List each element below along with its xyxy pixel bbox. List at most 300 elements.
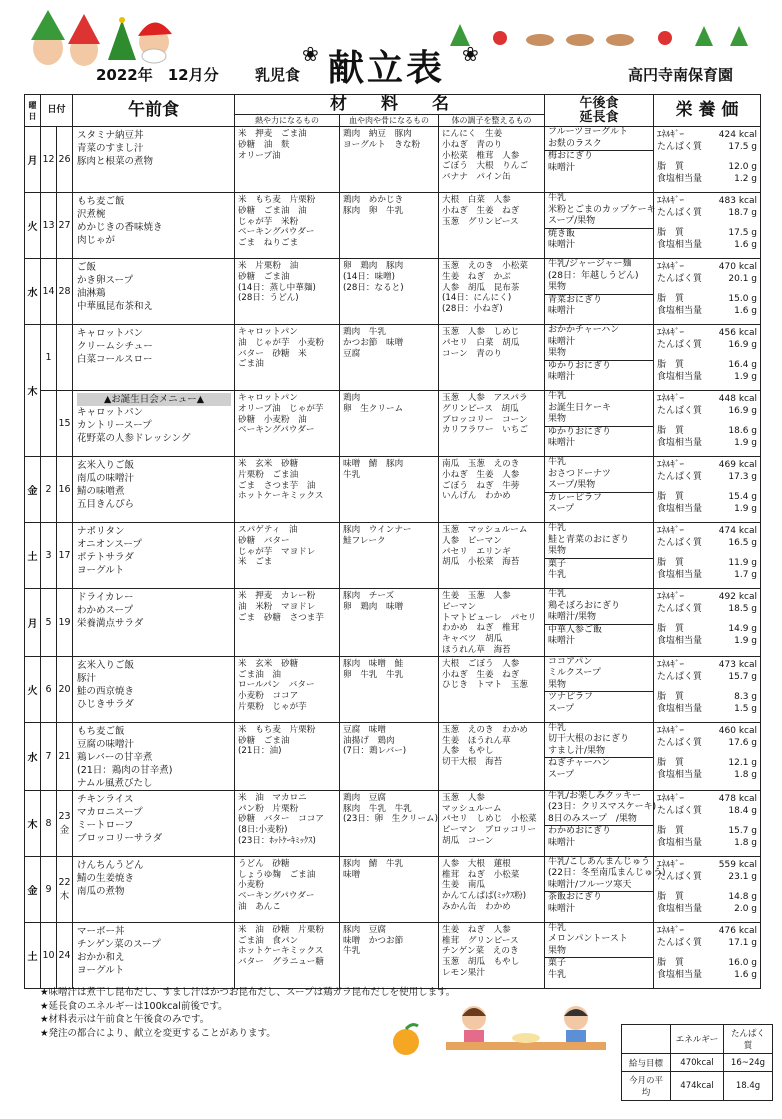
ingredients-regulate-cell — [439, 856, 545, 922]
day-cell: 土 — [25, 523, 41, 589]
salt-value: 1.7 g — [734, 570, 758, 580]
text-line: 米 もち麦 片栗粉 — [238, 195, 316, 205]
date2-cell: 28 — [57, 259, 73, 325]
text-line: 生姜 ねぎ かぶ — [442, 271, 511, 282]
date-cell: 7 — [41, 722, 57, 790]
text-line: ドライカレー — [77, 592, 134, 603]
menu-row — [25, 722, 761, 790]
text-line: かつお節 味噌 — [343, 337, 404, 348]
text-line: 豚肉 チーズ — [343, 591, 395, 601]
protein-value: 17.3 g — [728, 472, 758, 482]
text-line: 油 じゃが芋 小麦粉 — [238, 337, 324, 348]
ingredients-energy-cell — [235, 656, 340, 722]
ingredients-body-cell — [340, 722, 439, 790]
salt-value: 1.9 g — [734, 636, 758, 646]
text-line: チンゲン菜のスープ — [77, 938, 161, 950]
flower-icon: ❀ — [462, 42, 479, 66]
ingredients-energy-cell — [235, 856, 340, 922]
text-line: いんげん わかめ — [442, 491, 511, 502]
summary-target-label: 給与目標 — [622, 1054, 671, 1072]
salt-value: 1.8 g — [734, 837, 758, 848]
extended-item: ゆかりおにぎり — [545, 426, 653, 439]
text-line: スパゲティ 油 — [238, 525, 298, 535]
menu-row — [25, 391, 761, 457]
date2-cell: 16 — [57, 457, 73, 523]
col-date: 日付 — [41, 95, 73, 127]
text-line: 中華風昆布茶和え — [77, 301, 154, 312]
text-line: 鶏肉 納豆 豚肉 — [343, 129, 412, 139]
text-line: わかめ ねぎ 椎茸 — [442, 623, 520, 634]
date2-cell: 20 — [57, 656, 73, 722]
text-line: かき卵スープ — [77, 275, 134, 286]
text-line: 砂糖 ごま油 — [238, 271, 290, 282]
day-cell: 火 — [25, 656, 41, 722]
text-line: 生姜 玉葱 人参 — [442, 591, 511, 601]
text-line: 栄養満点サラダ — [77, 618, 144, 629]
snack-item: 味噌汁/フルーツ寒天 — [548, 879, 632, 890]
ingredients-body-cell — [340, 193, 439, 259]
ingredients-energy-cell — [235, 457, 340, 523]
text-line: 豚肉 味噌 鮭 — [343, 658, 404, 669]
snack-item: 牛乳/ジャージャー麺 — [548, 259, 632, 269]
date2-cell: 27 — [57, 193, 73, 259]
fat-value: 11.9 g — [728, 558, 758, 568]
date-cell: 8 — [41, 790, 57, 856]
text-line: 豆腐 味噌 — [343, 724, 386, 735]
note-2: ★延長食のエネルギーは100kcal前後です。 — [40, 1000, 228, 1012]
text-line: 鮭フレーク — [343, 535, 386, 546]
text-line: (21日：油) — [238, 746, 282, 757]
text-line: 鯖の生姜焼き — [77, 872, 135, 884]
salt-value: 1.9 g — [734, 438, 758, 448]
text-line: オニオンスープ — [77, 539, 142, 550]
note-1: ★味噌汁は煮干し昆布だし、すまし汁はかつお昆布だし、スープは鶏ガラ昆布だしを使用します。 — [40, 987, 456, 998]
text-line: トマトピューレ パセリ — [442, 612, 537, 623]
date2-cell: 21 — [57, 722, 73, 790]
snack-item: お誕生日ケーキ — [548, 402, 612, 413]
text-line: 切干大根 海苔 — [442, 757, 503, 768]
text-line: ごま ねりごま — [238, 238, 299, 249]
lunch-cell — [73, 325, 235, 391]
text-line: 米 玄米 砂糖 — [238, 658, 299, 669]
snack-item: スープ/果物 — [548, 480, 596, 490]
date-cell: 3 — [41, 523, 57, 589]
text-line: 米 片栗粉 油 — [238, 261, 299, 271]
text-line: 卵 牛乳 牛乳 — [343, 669, 404, 680]
energy-value: 460 kcal — [718, 725, 758, 736]
snack-cell — [545, 259, 654, 325]
fat-value: 14.8 g — [728, 891, 758, 902]
text-line: 砂糖 油 麩 — [238, 139, 290, 150]
text-line: ナムル風煮びたし — [77, 777, 153, 789]
lunch-cell — [73, 457, 235, 523]
fat-value: 15.4 g — [728, 492, 758, 502]
ingredients-energy-cell — [235, 193, 340, 259]
fat-value: 15.0 g — [728, 294, 758, 304]
text-line: 生姜 南瓜 — [442, 880, 485, 891]
text-line: (21日：鶏肉の甘辛煮) — [77, 764, 173, 776]
text-line: 生姜 ほうれん草 — [442, 735, 511, 746]
text-line: 小ねぎ 生姜 ねぎ — [442, 205, 520, 216]
salt-value: 1.9 g — [734, 372, 758, 382]
snack-cell — [545, 589, 654, 657]
page-title: 献立表 — [328, 47, 446, 89]
text-line: キャロットパン — [77, 328, 144, 339]
snack-item: 果物 — [548, 282, 567, 292]
text-line: キャベツ 胡瓜 — [442, 634, 503, 645]
salt-value: 1.9 g — [734, 504, 758, 514]
text-line: 油揚げ 鶏肉 — [343, 735, 395, 746]
lunch-cell — [73, 589, 235, 657]
fat-value: 12.1 g — [728, 757, 758, 768]
energy-value: 492 kcal — [718, 592, 758, 602]
extended-item: 味噌汁 — [548, 306, 576, 316]
lunch-cell — [73, 922, 235, 988]
text-line: 鶏肉 めかじき — [343, 195, 404, 205]
text-line: 鶏肉 — [343, 393, 361, 403]
text-line: 青菜のすまし汁 — [77, 143, 144, 154]
menu-table — [24, 94, 761, 989]
text-line: マーボー丼 — [77, 925, 125, 937]
text-line: 豚肉 牛乳 牛乳 — [343, 803, 412, 814]
ingredients-energy-cell — [235, 325, 340, 391]
text-line: 人参 大根 蓮根 — [442, 858, 511, 869]
ingredients-body-cell — [340, 790, 439, 856]
text-line: ヨーグルト — [77, 565, 125, 576]
snack-item: 果物 — [548, 679, 567, 690]
extended-item: スープ — [548, 504, 575, 514]
text-line: パン粉 片栗粉 — [238, 803, 299, 814]
text-line: (8日:小麦粉) — [238, 825, 288, 836]
extended-item: わかめおにぎり — [545, 825, 653, 838]
fat-value: 16.0 g — [728, 957, 758, 968]
snack-cell — [545, 790, 657, 856]
snack-cell — [545, 523, 654, 589]
nutrition-cell: ｴﾈﾙｷﾞｰ 474 kcal たんぱく質 16.5 g 脂 質 11.9 g 食塩相当量 1.7 g — [654, 523, 761, 589]
text-line: チンゲン菜 えのき — [442, 946, 519, 957]
text-line: ごま油 油 — [238, 669, 281, 680]
ingredients-regulate-cell — [439, 391, 545, 457]
nutrition-cell: ｴﾈﾙｷﾞｰ 460 kcal たんぱく質 17.6 g 脂 質 12.1 g 食塩相当量 1.8 g — [654, 722, 761, 790]
summary-target-protein: 16~24g — [724, 1054, 773, 1072]
text-line: バター 砂糖 米 — [238, 348, 307, 359]
extended-item: 牛乳 — [548, 570, 567, 580]
day-cell: 金 — [25, 457, 41, 523]
text-line: うどん 砂糖 — [238, 858, 290, 869]
note-4: ★発注の都合により、献立を変更することがあります。 — [40, 1027, 276, 1039]
snack-item: 果物 — [548, 945, 567, 956]
ingredients-regulate-cell — [439, 259, 545, 325]
extended-item: 中華人参ご飯 — [545, 624, 653, 637]
text-line: にんにく 生姜 — [442, 129, 503, 139]
col-ing-body: 血や肉や骨になるもの — [340, 115, 439, 127]
text-line: パセリ エリンギ — [442, 546, 511, 557]
text-line: 砂糖 ごま油 油 — [238, 205, 307, 216]
text-line: 片栗粉 ごま油 — [238, 469, 299, 480]
text-line: 鮭の西京焼き — [77, 685, 135, 697]
snack-item: 果物 — [548, 348, 567, 358]
snack-item: 牛乳/こしあんまんじゅう — [548, 856, 651, 867]
ingredients-regulate-cell — [439, 722, 545, 790]
snack-item: スープ/果物 — [548, 216, 596, 226]
snack-cell — [545, 193, 654, 259]
extended-item: スープ — [548, 703, 575, 714]
text-line: ごま油 食パン — [238, 935, 299, 946]
birthday-banner: ▲お誕生日会メニュー▲ — [77, 393, 231, 406]
ingredients-body-cell — [340, 127, 439, 193]
snack-cell — [545, 722, 654, 790]
menu-row — [25, 523, 761, 589]
energy-value: 559 kcal — [718, 859, 758, 870]
christmas-kids-illustration — [26, 8, 176, 70]
energy-value: 474 kcal — [718, 526, 758, 536]
snack-item: (28日：年越しうどん) — [548, 270, 639, 281]
ingredients-energy-cell — [235, 523, 340, 589]
summary-energy-header: エネルギー — [671, 1025, 724, 1054]
text-line: かんてんぱぱ(ﾐｯｸｽ粉) — [442, 891, 527, 902]
text-line: 沢煮椀 — [77, 209, 106, 220]
text-line: (14日：にんにく) — [442, 293, 512, 304]
snack-cell — [545, 127, 654, 193]
energy-value: 424 kcal — [718, 130, 758, 140]
snack-item: お麩のラスク — [548, 138, 602, 149]
text-line: 砂糖 バター — [238, 535, 290, 546]
text-line: マカロニスープ — [77, 806, 143, 818]
col-ing-energy: 熱や力になるもの — [235, 115, 340, 127]
day-cell: 木 — [25, 325, 41, 457]
text-line: 花野菜の人参ドレッシング — [77, 433, 191, 444]
snack-cell — [545, 856, 666, 922]
nutrition-cell: ｴﾈﾙｷﾞｰ 469 kcal たんぱく質 17.3 g 脂 質 15.4 g 食塩相当量 1.9 g — [654, 457, 761, 523]
day-cell: 水 — [25, 722, 41, 790]
text-line: 小松菜 椎茸 人参 — [442, 150, 520, 161]
date2-cell: 24 — [57, 922, 73, 988]
menu-row — [25, 589, 761, 657]
ingredients-body-cell — [340, 325, 439, 391]
text-line: おかか和え — [77, 951, 125, 963]
text-line: (14日：蒸し中華麺) — [238, 282, 316, 293]
fat-value: 16.4 g — [728, 360, 758, 370]
ingredients-body-cell — [340, 922, 439, 988]
ingredients-energy-cell — [235, 790, 340, 856]
text-line: 片栗粉 じゃが芋 — [238, 701, 307, 712]
energy-value: 473 kcal — [718, 659, 758, 670]
ingredients-regulate-cell — [439, 523, 545, 589]
text-line: 豚肉と根菜の煮物 — [77, 156, 154, 167]
nutrition-cell: ｴﾈﾙｷﾞｰ 473 kcal たんぱく質 15.7 g 脂 質 8.3 g 食塩相当量 1.5 g — [654, 656, 761, 722]
protein-value: 16.9 g — [728, 406, 758, 416]
text-line: 小ねぎ 生姜 人参 — [442, 469, 520, 480]
extended-item: ゆかりおにぎり — [545, 360, 653, 373]
text-line: わかめスープ — [77, 605, 134, 616]
summary-table — [621, 1024, 773, 1101]
text-line: 鶏肉 牛乳 — [343, 327, 386, 337]
ingredients-body-cell — [340, 391, 439, 457]
energy-value: 448 kcal — [718, 394, 758, 404]
text-line: 椎茸 グリンピース — [442, 935, 519, 946]
lunch-cell — [73, 790, 235, 856]
protein-value: 15.7 g — [728, 671, 758, 682]
lunch-cell — [73, 127, 235, 193]
text-line: めかじきの香味焼き — [77, 222, 163, 233]
date-cell: 2 — [41, 457, 57, 523]
date2-cell: 23 金 — [57, 790, 73, 856]
ingredients-regulate-cell — [439, 656, 545, 722]
text-line: キャロットパン — [238, 327, 298, 337]
salt-value: 2.0 g — [734, 903, 758, 914]
text-line: 人参 ピーマン — [442, 535, 502, 546]
ingredients-regulate-cell — [439, 589, 545, 657]
school-name: 高円寺南保育園 — [628, 66, 734, 84]
date-cell: 6 — [41, 656, 57, 722]
ingredients-energy-cell — [235, 391, 340, 457]
text-line: マッシュルーム — [442, 803, 502, 814]
text-line: カントリースープ — [77, 420, 152, 431]
extended-item: 焼き飯 — [545, 228, 653, 241]
text-line: 牛乳 — [343, 946, 361, 957]
date2-cell: 17 — [57, 523, 73, 589]
ingredients-regulate-cell — [439, 325, 545, 391]
col-lunch: 午前食 — [73, 95, 235, 127]
ingredients-energy-cell — [235, 259, 340, 325]
snack-item: メロンパントースト — [548, 934, 628, 945]
date2-cell: 19 — [57, 589, 73, 657]
text-line: 味噌 かつお節 — [343, 935, 404, 946]
text-line: クリームシチュー — [77, 341, 153, 352]
text-line: 砂糖 ごま油 — [238, 735, 290, 746]
snack-item: 味噌汁 — [548, 336, 576, 347]
text-line: ヨーグルト きな粉 — [343, 139, 421, 150]
text-line: もち麦ご飯 — [77, 196, 125, 207]
protein-value: 17.6 g — [728, 737, 758, 748]
energy-value: 483 kcal — [718, 196, 758, 206]
text-line: 大根 ごぼう 人参 — [442, 658, 520, 669]
snack-item: 鶏そぼろおにぎり — [548, 600, 621, 611]
text-line: 米 もち麦 片栗粉 — [238, 724, 316, 735]
text-line: 白菜コールスロー — [77, 354, 153, 365]
salt-value: 1.6 g — [734, 969, 758, 980]
fat-value: 12.0 g — [728, 162, 758, 172]
text-line: 米 押麦 ごま油 — [238, 129, 307, 139]
snack-item: 米粉とごまのカップケーキ — [548, 204, 656, 215]
extended-item: ねぎチャーハン — [545, 757, 653, 770]
ingredients-regulate-cell — [439, 922, 545, 988]
text-line: 卵 鶏肉 豚肉 — [343, 261, 404, 271]
text-line: ブロッコリーサラダ — [77, 832, 163, 844]
day-cell: 火 — [25, 193, 41, 259]
lunch-cell — [73, 259, 235, 325]
col-ingredients: 材 料 名 — [235, 95, 545, 115]
text-line: 小麦粉 — [238, 880, 264, 891]
text-line: 胡瓜 コーン — [442, 835, 494, 846]
snack-cell — [545, 656, 654, 722]
salt-value: 1.8 g — [734, 769, 758, 780]
text-line: 豆腐 — [343, 348, 361, 359]
text-line: 玄米入りご飯 — [77, 659, 135, 671]
text-line: ひじきサラダ — [77, 698, 134, 710]
date-cell: 9 — [41, 856, 57, 922]
fat-value: 17.5 g — [728, 228, 758, 238]
text-line: 人参 もやし — [442, 746, 494, 757]
menu-row — [25, 325, 761, 391]
snack-item: (22日：冬至南瓜まんじゅう) — [548, 868, 666, 879]
text-line: 玉葱 胡瓜 もやし — [442, 957, 520, 968]
text-line: 玉葱 人参 しめじ — [442, 327, 520, 337]
text-line: ほうれん草 海苔 — [442, 644, 511, 655]
ingredients-body-cell — [340, 259, 439, 325]
text-line: チキンライス — [77, 793, 134, 805]
protein-value: 16.9 g — [728, 340, 758, 350]
energy-value: 456 kcal — [718, 328, 758, 338]
ingredients-body-cell — [340, 457, 439, 523]
snack-item: ココアパン — [548, 656, 593, 667]
text-line: ベーキングパウダー — [238, 891, 315, 902]
text-line: 五目きんぴら — [77, 499, 135, 510]
text-line: じゃが芋 米粉 — [238, 216, 299, 227]
extended-item: 味噌汁 — [548, 636, 576, 646]
menu-row — [25, 259, 761, 325]
text-line: (14日：味噌) — [343, 271, 396, 282]
text-line: 南瓜の味噌汁 — [77, 473, 135, 484]
ingredients-regulate-cell — [439, 457, 545, 523]
text-line: 胡瓜 小松菜 海苔 — [442, 557, 520, 568]
ingredients-body-cell — [340, 656, 439, 722]
text-line: ごぼう ねぎ 牛蒡 — [442, 480, 520, 491]
lunch-cell — [73, 722, 235, 790]
day-cell: 金 — [25, 856, 41, 922]
snack-item: おかかチャーハン — [548, 325, 620, 335]
text-line: ごぼう 大根 りんご — [442, 161, 528, 172]
col-day: 曜日 — [25, 95, 41, 127]
summary-target-energy: 470kcal — [671, 1054, 724, 1072]
text-line: 豚肉 ウインナー — [343, 525, 412, 535]
text-line: (23日：ﾎｯﾄｹｰｷﾐｯｸｽ) — [238, 835, 316, 846]
text-line: 豚肉 鯖 牛乳 — [343, 858, 404, 869]
snack-item: 8日のみスープ /果物 — [548, 813, 637, 824]
text-line: ご飯 — [77, 262, 97, 273]
text-line: 豚肉 豆腐 — [343, 924, 386, 935]
ingredients-body-cell — [340, 856, 439, 922]
text-line: 豚汁 — [77, 672, 97, 684]
text-line: 砂糖 バター ココア — [238, 814, 324, 825]
text-line: 牛乳 — [343, 469, 361, 480]
text-line: ポテトサラダ — [77, 552, 134, 563]
salt-value: 1.6 g — [734, 240, 758, 250]
protein-value: 16.5 g — [728, 538, 758, 548]
text-line: 椎茸 ねぎ 小松菜 — [442, 869, 520, 880]
text-line: 小ねぎ 青のり — [442, 139, 503, 150]
text-line: 米 油 砂糖 片栗粉 — [238, 924, 324, 935]
snack-item: すまし汁/果物 — [548, 745, 606, 756]
lunch-cell — [73, 193, 235, 259]
nutrition-cell: ｴﾈﾙｷﾞｰ 483 kcal たんぱく質 18.7 g 脂 質 17.5 g 食塩相当量 1.6 g — [654, 193, 761, 259]
text-line: 米 ごま — [238, 557, 273, 568]
snack-item: 牛乳 — [548, 391, 567, 401]
text-line: ごま さつま芋 油 — [238, 480, 316, 491]
menu-row — [25, 790, 761, 856]
text-line: オリーブ油 じゃが芋 — [238, 403, 324, 414]
santa-reindeer-illustration — [440, 16, 758, 52]
date-cell — [41, 391, 57, 457]
snack-item: 味噌汁/果物 — [548, 612, 597, 622]
text-line: (28日：うどん) — [238, 293, 299, 304]
text-line: 玉葱 マッシュルーム — [442, 525, 528, 535]
snack-item: フルーツヨーグルト — [548, 127, 629, 137]
text-line: ピーマン — [442, 601, 477, 612]
summary-avg-energy: 474kcal — [671, 1072, 724, 1101]
extended-item: 梅おにぎり — [545, 150, 653, 163]
energy-value: 469 kcal — [718, 460, 758, 470]
